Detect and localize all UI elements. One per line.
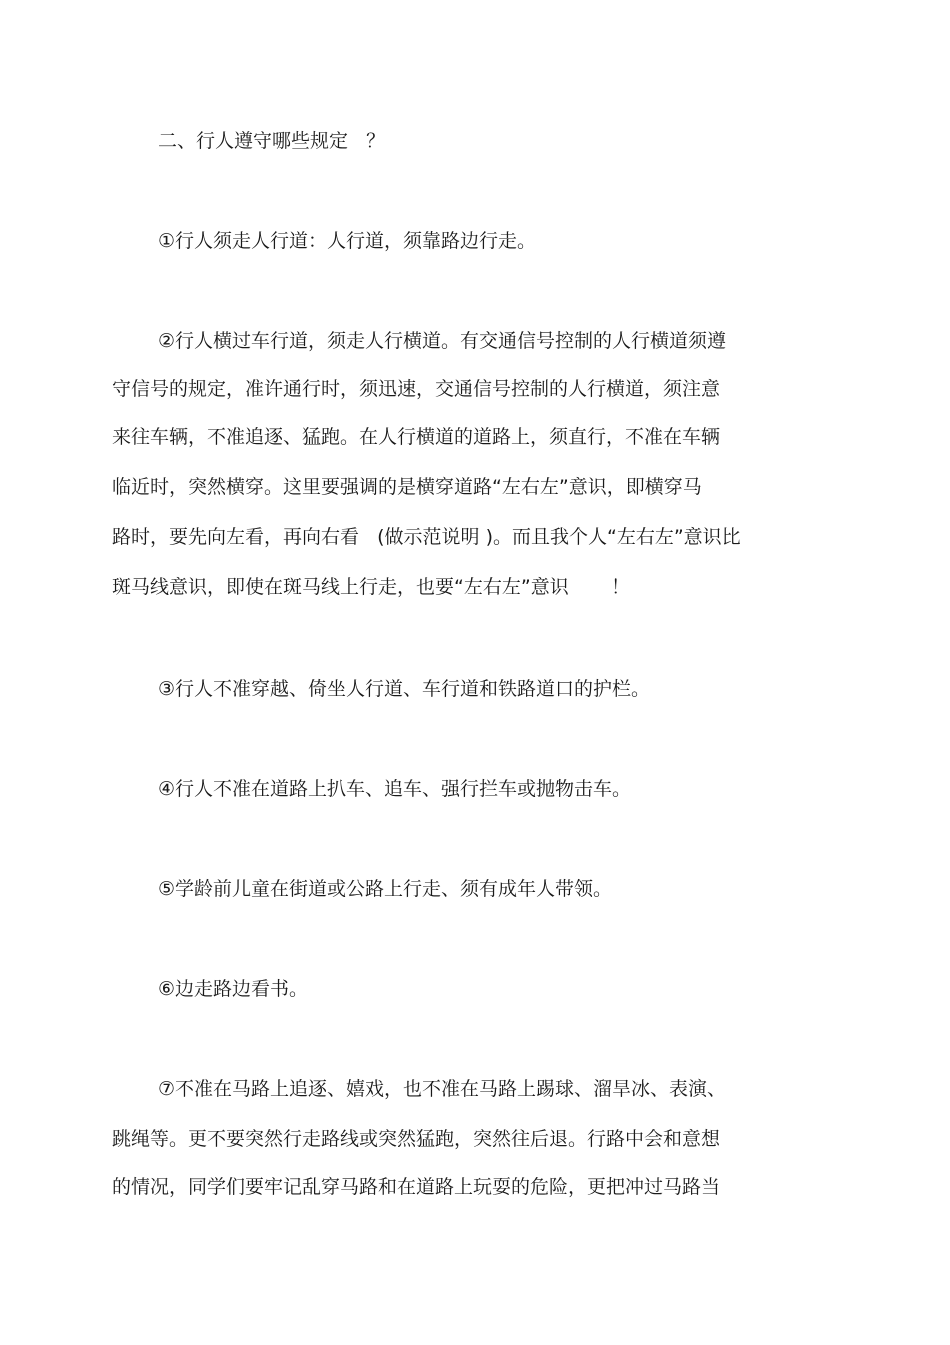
rule-2-line-6: 斑马线意识，即使在斑马线上行走，也要“左右左”意识 ！	[112, 576, 630, 598]
rule-3-line-1: ③行人不准穿越、倚坐人行道、车行道和铁路道口的护栏。	[158, 678, 651, 700]
rule-7-line-3: 的情况，同学们要牢记乱穿马路和在道路上玩耍的危险，更把冲过马路当	[112, 1176, 721, 1198]
rule-2-line-4: 临近时，突然横穿。这里要强调的是横穿道路“左右左”意识，即横穿马	[112, 476, 702, 498]
rule-7-line-2: 跳绳等。更不要突然行走路线或突然猛跑，突然往后退。行路中会和意想	[112, 1128, 721, 1150]
rule-4-line-1: ④行人不准在道路上扒车、追车、强行拦车或抛物击车。	[158, 778, 632, 800]
rule-7-line-1: ⑦不准在马路上追逐、嬉戏，也不准在马路上踢球、溜旱冰、表演、	[158, 1078, 727, 1100]
rule-1-line-1: ①行人须走人行道：人行道，须靠路边行走。	[158, 230, 537, 252]
rule-2-line-5: 路时，要先向左看，再向右看 (做示范说明 )。而且我个人“左右左”意识比	[112, 526, 741, 548]
rule-6-line-1: ⑥边走路边看书。	[158, 978, 309, 1000]
rule-2-line-3: 来往车辆，不准追逐、猛跑。在人行横道的道路上，须直行，不准在车辆	[112, 426, 721, 448]
rule-2-line-1: ②行人横过车行道，须走人行横道。有交通信号控制的人行横道须遵	[158, 330, 727, 352]
rule-5-line-1: ⑤学龄前儿童在街道或公路上行走、须有成年人带领。	[158, 878, 613, 900]
section-heading: 二、行人遵守哪些规定 ？	[158, 130, 386, 152]
rule-2-line-2: 守信号的规定，准许通行时，须迅速，交通信号控制的人行横道，须注意	[112, 378, 721, 400]
